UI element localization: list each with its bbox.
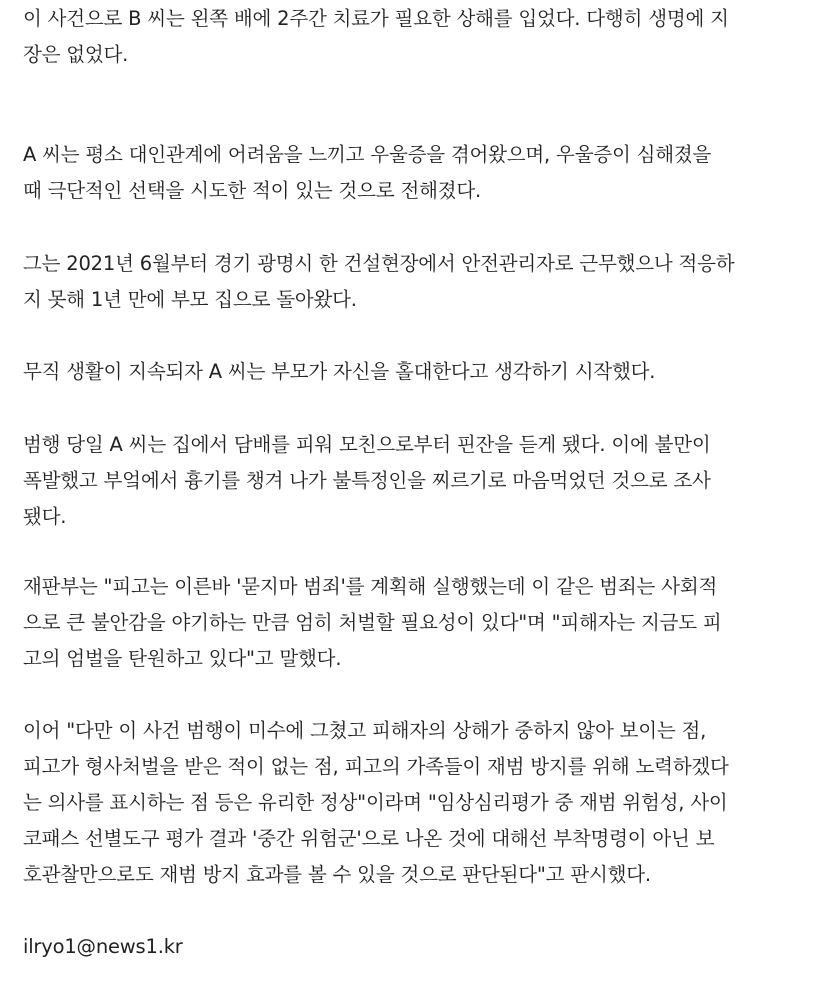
text-line: 폭발했고 부엌에서 흉기를 챙겨 나가 불특정인을 찌르기로 마음먹었던 것으로 조사: [23, 469, 711, 492]
byline: [23, 929, 183, 965]
text-line: 그는 2021년 6월부터 경기 광명시 한 건설현장에서 안전관리자로 근무했으나 적응하: [23, 252, 735, 275]
paragraph-depression: [23, 137, 711, 209]
paragraph-ruling: [23, 713, 729, 893]
text-line: 됐다.: [23, 505, 67, 528]
paragraph-injury: [23, 1, 729, 73]
paragraph-employment: [23, 246, 734, 318]
text-line: 범행 당일 A 씨는 집에서 담배를 피워 모친으로부터 핀잔을 듣게 됐다. 이에 불만이: [23, 433, 711, 456]
text-line: 고의 엄벌을 탄원하고 있다"고 말했다.: [23, 647, 342, 670]
text-line: 피고가 형사처벌을 받은 적이 없는 점, 피고의 가족들이 재범 방지를 위해 노력하겠다: [23, 755, 729, 778]
paragraph-unemployment: [23, 354, 655, 390]
paragraph-crime-day: [23, 427, 711, 535]
paragraph-court-statement: [23, 569, 722, 677]
text-line: 이어 "다만 이 사건 범행이 미수에 그쳤고 피해자의 상해가 중하지 않아 보이는 점,: [23, 719, 707, 742]
text-line: 는 의사를 표시하는 점 등은 유리한 정상"이라며 "임상심리평가 중 재범 위험성, 사이: [23, 791, 728, 814]
text-line: 무직 생활이 지속되자 A 씨는 부모가 자신을 홀대한다고 생각하기 시작했다.: [23, 360, 656, 383]
text-line: 호관찰만으로도 재범 방지 효과를 볼 수 있을 것으로 판단된다"고 판시했다.: [23, 863, 651, 886]
text-line: 지 못해 1년 만에 부모 집으로 돌아왔다.: [23, 288, 357, 311]
text-line: 이 사건으로 B 씨는 왼쪽 배에 2주간 치료가 필요한 상해를 입었다. 다행히 생명에 지: [23, 7, 729, 30]
text-line: 장은 없었다.: [23, 43, 129, 66]
text-line: 재판부는 "피고는 이른바 '묻지마 범죄'를 계획해 실행했는데 이 같은 범죄는 사회적: [23, 575, 718, 598]
text-line: 때 극단적인 선택을 시도한 적이 있는 것으로 전해졌다.: [23, 179, 482, 202]
text-line: 으로 큰 불안감을 야기하는 만큼 엄히 처벌할 필요성이 있다"며 "피해자는 지금도 피: [23, 611, 722, 634]
reporter-email: ilryo1@news1.kr: [23, 935, 183, 958]
text-line: 코패스 선별도구 평가 결과 '중간 위험군'으로 나온 것에 대해선 부착명령이 아닌 보: [23, 827, 715, 850]
text-line: A 씨는 평소 대인관계에 어려움을 느끼고 우울증을 겪어왔으며, 우울증이 심해졌을: [23, 143, 712, 166]
